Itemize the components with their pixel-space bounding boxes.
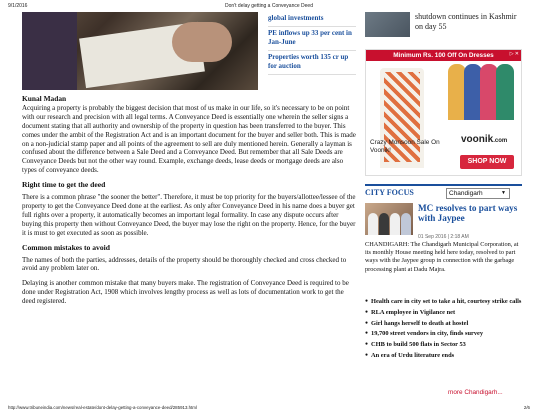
- more-chandigarh-link[interactable]: more Chandigarh...: [448, 389, 503, 396]
- models-image: [446, 64, 516, 120]
- section-heading: Right time to get the deed: [22, 180, 106, 190]
- city-news-item[interactable]: ● RLA employee in Vigilance net: [365, 309, 522, 317]
- related-link[interactable]: global investments: [268, 12, 356, 27]
- print-title: Don't delay getting a Conveyance Deed: [225, 3, 313, 9]
- city-focus-header: [365, 184, 522, 197]
- sidebar: [365, 12, 522, 37]
- print-header: [8, 2, 530, 12]
- ad-caption: Crazy Monsoon Sale On Voonik!: [370, 139, 440, 154]
- article-paragraph: The names of both the parties, addresses, details of the property should be thoroughly checked and cross checked to avoid any problem later on.: [22, 255, 347, 273]
- article-author: Kunal Madan: [22, 94, 67, 103]
- city-news-item[interactable]: ● 19,700 street vendors in city, finds survey: [365, 330, 522, 338]
- lead-story-headline[interactable]: MC resolves to part ways with Jaypee: [418, 203, 518, 223]
- article-paragraph: Delaying is another common mistake that many buyers make. The registration of Conveyance Deed is required to be done under Registration Act, 1908 which involves lengthy process as well as lots of documentation work to get the deed registered.: [22, 279, 349, 306]
- article-paragraph: Acquiring a property is probably the biggest decision that most of us make in our life, so it's necessary to be on point with our research and precision with all legal terms. A Conveyance Deed is essentially one wherein the seller signs a document stating that all authority and ownership of the property in question has been transferred to the buyer. This comes under the ambit of the Registration Act and is an important document for the buyer and seller both. This is made on a non-judicial stamp paper and all points of the agreement to sell are duly mentioned herein. Generally a layman is confused about the difference between a Sale Deed and a Conveyance Deed. But remember that all Sale Deeds are Conveyance Deeds but not the other way round. Example, exchange deeds, lease deeds or mortgage deeds are also types of conveyance deeds.: [22, 103, 356, 175]
- related-link[interactable]: Properties worth 135 cr up for auction: [268, 51, 356, 75]
- article-body: [22, 95, 358, 312]
- dress-image: [370, 64, 444, 176]
- ad-banner[interactable]: Minimum Rs. 100 Off On Dresses: [366, 50, 521, 61]
- city-news-list: [365, 298, 522, 363]
- city-select[interactable]: [446, 188, 510, 199]
- shop-now-button[interactable]: SHOP NOW: [460, 155, 514, 169]
- city-news-item[interactable]: ● CHB to build 500 flats in Sector 53: [365, 341, 522, 349]
- print-footer: [8, 405, 530, 413]
- city-news-item[interactable]: ● Girl hangs herself to death at hostel: [365, 320, 522, 328]
- article-photo: [22, 12, 258, 90]
- sidebar-news-item[interactable]: [365, 12, 522, 37]
- related-link[interactable]: PE inflows up 33 per cent in Jan-June: [268, 27, 356, 51]
- city-news-item[interactable]: ● Health care in city set to take a hit, courtesy strike calls: [365, 298, 522, 306]
- article-paragraph: There is a common phrase "the sooner the better". Therefore, it must be top priority for the buyers/allottee/lessee of the property to get the Conveyance Deed done at the earliest. As only after Conveyance Deed in his name does a buyer get full rights over a property, it automatically becomes an important legal formality. In case any dispute occurs after buying this property then without Conveyance Deed, the buyer may lose the right on the property. Hence, for the buyer it is must to get executed as soon as possible.: [22, 193, 356, 237]
- brand-suffix: .com: [493, 138, 508, 144]
- lead-story-photo: [365, 203, 413, 235]
- print-date: 9/1/2016: [8, 3, 28, 9]
- voonik-logo: [461, 134, 507, 145]
- lead-story-text: CHANDIGARH: The Chandigarh Municipal Corporation, at its monthly House meeting held here today, resolved to part ways with the Jaypee group in connection with the garbage processing plant at Dadu Majra.: [365, 241, 519, 273]
- page-number: 2/6: [523, 405, 530, 410]
- city-focus-label: CITY FOCUS: [365, 188, 414, 197]
- related-links: [268, 12, 356, 75]
- advertisement[interactable]: [365, 49, 522, 176]
- chevron-down-icon: ▼: [501, 190, 506, 196]
- city-news-item[interactable]: ● An era of Urdu literature ends: [365, 352, 522, 360]
- ad-choices-icon[interactable]: ▷ ✕: [509, 52, 519, 57]
- lead-story-date: 01 Sep 2016 | 2:18 AM: [418, 234, 469, 240]
- news-thumbnail: [365, 12, 410, 37]
- city-select-value: Chandigarh: [449, 190, 483, 197]
- sidebar-news-text: shutdown continues in Kashmir on day 55: [415, 12, 517, 31]
- section-heading: Common mistakes to avoid: [22, 242, 110, 252]
- print-url: http://www.tribuneindia.com/news/real-estate/dont-delay-getting-a-conveyance-deed/285913.html: [8, 405, 197, 410]
- brand-name: voonik: [461, 134, 494, 145]
